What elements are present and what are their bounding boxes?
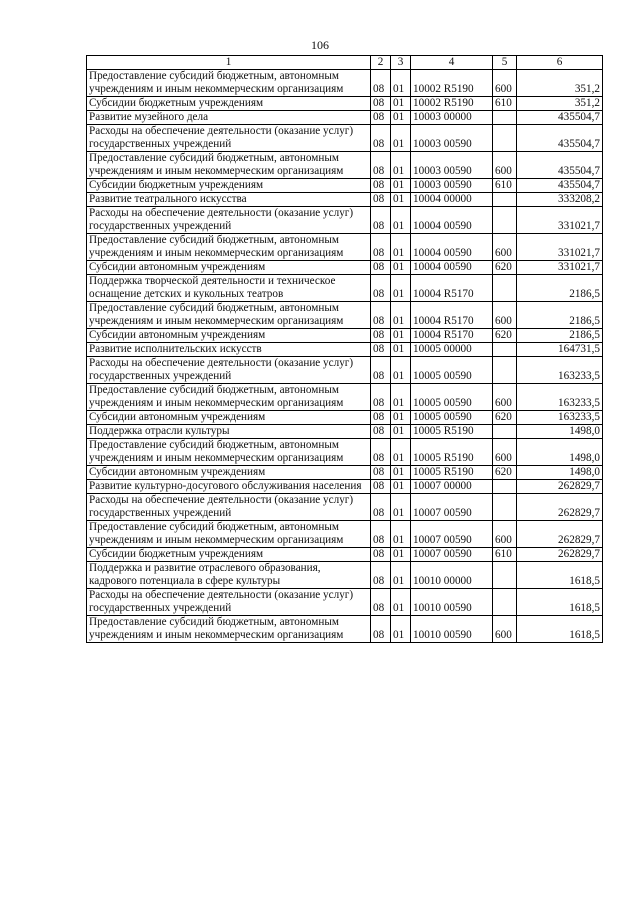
subsection-code-cell: 01 <box>391 261 411 275</box>
row-name-cell: Субсидии автономным учреждениям <box>87 411 371 425</box>
section-code-cell: 08 <box>371 466 391 480</box>
row-name-cell: Предоставление субсидий бюджетным, автономным учреждениям и иным некоммерческим организациям <box>87 439 371 466</box>
column-header: 6 <box>517 56 603 70</box>
section-code-cell: 08 <box>371 111 391 125</box>
table-row <box>87 548 603 562</box>
subsection-code-cell: 01 <box>391 329 411 343</box>
section-code-cell: 08 <box>371 275 391 302</box>
amount-cell: 262829,7 <box>517 521 603 548</box>
row-name-cell: Поддержка отрасли культуры <box>87 425 371 439</box>
expense-type-cell <box>493 343 517 357</box>
target-article-cell: 10010 00590 <box>411 589 493 616</box>
row-name-cell: Поддержка творческой деятельности и техническое оснащение детских и кукольных театров <box>87 275 371 302</box>
target-article-cell: 10005 00000 <box>411 343 493 357</box>
expense-type-cell: 600 <box>493 384 517 411</box>
section-code-cell: 08 <box>371 261 391 275</box>
amount-cell: 1498,0 <box>517 425 603 439</box>
row-name-cell: Субсидии автономным учреждениям <box>87 466 371 480</box>
row-name-cell: Субсидии бюджетным учреждениям <box>87 179 371 193</box>
section-code-cell: 08 <box>371 425 391 439</box>
amount-cell: 2186,5 <box>517 329 603 343</box>
page-number: 106 <box>311 38 329 52</box>
expense-type-cell <box>493 480 517 494</box>
amount-cell: 2186,5 <box>517 275 603 302</box>
target-article-cell: 10005 00590 <box>411 411 493 425</box>
subsection-code-cell: 01 <box>391 384 411 411</box>
target-article-cell: 10005 00590 <box>411 384 493 411</box>
expense-type-cell <box>493 425 517 439</box>
table-row <box>87 411 603 425</box>
expense-type-cell <box>493 589 517 616</box>
column-header: 2 <box>371 56 391 70</box>
target-article-cell: 10007 00590 <box>411 521 493 548</box>
section-code-cell: 08 <box>371 589 391 616</box>
subsection-code-cell: 01 <box>391 494 411 521</box>
row-name-cell: Расходы на обеспечение деятельности (оказание услуг) государственных учреждений <box>87 125 371 152</box>
target-article-cell: 10007 00000 <box>411 480 493 494</box>
amount-cell: 333208,2 <box>517 193 603 207</box>
column-header: 4 <box>411 56 493 70</box>
target-article-cell: 10005 R5190 <box>411 439 493 466</box>
target-article-cell: 10007 00590 <box>411 548 493 562</box>
expense-type-cell: 600 <box>493 152 517 179</box>
section-code-cell: 08 <box>371 207 391 234</box>
subsection-code-cell: 01 <box>391 193 411 207</box>
expense-type-cell: 610 <box>493 179 517 193</box>
target-article-cell: 10004 00000 <box>411 193 493 207</box>
table-row <box>87 357 603 384</box>
target-article-cell: 10004 00590 <box>411 207 493 234</box>
amount-cell: 435504,7 <box>517 152 603 179</box>
target-article-cell: 10004 R5170 <box>411 275 493 302</box>
section-code-cell: 08 <box>371 234 391 261</box>
column-number-header-row <box>87 56 603 70</box>
row-name-cell: Поддержка и развитие отраслевого образования, кадрового потенциала в сфере культуры <box>87 562 371 589</box>
expense-type-cell: 600 <box>493 439 517 466</box>
amount-cell: 351,2 <box>517 97 603 111</box>
section-code-cell: 08 <box>371 357 391 384</box>
row-name-cell: Расходы на обеспечение деятельности (оказание услуг) государственных учреждений <box>87 357 371 384</box>
table-row <box>87 97 603 111</box>
table-row <box>87 494 603 521</box>
target-article-cell: 10004 R5170 <box>411 329 493 343</box>
row-name-cell: Субсидии автономным учреждениям <box>87 329 371 343</box>
amount-cell: 331021,7 <box>517 234 603 261</box>
subsection-code-cell: 01 <box>391 234 411 261</box>
row-name-cell: Предоставление субсидий бюджетным, автономным учреждениям и иным некоммерческим организациям <box>87 152 371 179</box>
section-code-cell: 08 <box>371 480 391 494</box>
subsection-code-cell: 01 <box>391 425 411 439</box>
target-article-cell: 10010 00000 <box>411 562 493 589</box>
section-code-cell: 08 <box>371 548 391 562</box>
section-code-cell: 08 <box>371 343 391 357</box>
target-article-cell: 10002 R5190 <box>411 70 493 97</box>
target-article-cell: 10004 00590 <box>411 234 493 261</box>
table-row <box>87 384 603 411</box>
section-code-cell: 08 <box>371 70 391 97</box>
table-row <box>87 589 603 616</box>
table-row <box>87 521 603 548</box>
section-code-cell: 08 <box>371 302 391 329</box>
expense-type-cell: 600 <box>493 70 517 97</box>
subsection-code-cell: 01 <box>391 275 411 302</box>
amount-cell: 435504,7 <box>517 111 603 125</box>
table-row <box>87 207 603 234</box>
expense-type-cell <box>493 357 517 384</box>
amount-cell: 262829,7 <box>517 480 603 494</box>
expense-type-cell <box>493 125 517 152</box>
row-name-cell: Развитие исполнительских искусств <box>87 343 371 357</box>
expense-type-cell: 600 <box>493 302 517 329</box>
row-name-cell: Расходы на обеспечение деятельности (оказание услуг) государственных учреждений <box>87 589 371 616</box>
row-name-cell: Субсидии автономным учреждениям <box>87 261 371 275</box>
amount-cell: 262829,7 <box>517 494 603 521</box>
section-code-cell: 08 <box>371 193 391 207</box>
amount-cell: 435504,7 <box>517 125 603 152</box>
section-code-cell: 08 <box>371 616 391 643</box>
column-header: 3 <box>391 56 411 70</box>
subsection-code-cell: 01 <box>391 357 411 384</box>
budget-table-body <box>87 56 603 643</box>
expense-type-cell: 620 <box>493 261 517 275</box>
table-row <box>87 616 603 643</box>
target-article-cell: 10005 R5190 <box>411 466 493 480</box>
row-name-cell: Развитие музейного дела <box>87 111 371 125</box>
section-code-cell: 08 <box>371 384 391 411</box>
subsection-code-cell: 01 <box>391 179 411 193</box>
table-row <box>87 125 603 152</box>
section-code-cell: 08 <box>371 179 391 193</box>
target-article-cell: 10003 00590 <box>411 179 493 193</box>
column-header: 1 <box>87 56 371 70</box>
amount-cell: 2186,5 <box>517 302 603 329</box>
subsection-code-cell: 01 <box>391 411 411 425</box>
section-code-cell: 08 <box>371 97 391 111</box>
table-row <box>87 261 603 275</box>
table-row <box>87 275 603 302</box>
table-row <box>87 70 603 97</box>
table-row <box>87 302 603 329</box>
subsection-code-cell: 01 <box>391 302 411 329</box>
amount-cell: 351,2 <box>517 70 603 97</box>
subsection-code-cell: 01 <box>391 439 411 466</box>
amount-cell: 164731,5 <box>517 343 603 357</box>
amount-cell: 331021,7 <box>517 261 603 275</box>
target-article-cell: 10003 00590 <box>411 152 493 179</box>
amount-cell: 163233,5 <box>517 357 603 384</box>
section-code-cell: 08 <box>371 494 391 521</box>
amount-cell: 331021,7 <box>517 207 603 234</box>
row-name-cell: Субсидии бюджетным учреждениям <box>87 548 371 562</box>
expense-type-cell: 600 <box>493 616 517 643</box>
subsection-code-cell: 01 <box>391 466 411 480</box>
target-article-cell: 10007 00590 <box>411 494 493 521</box>
subsection-code-cell: 01 <box>391 343 411 357</box>
subsection-code-cell: 01 <box>391 616 411 643</box>
row-name-cell: Предоставление субсидий бюджетным, автономным учреждениям и иным некоммерческим организациям <box>87 616 371 643</box>
table-row <box>87 111 603 125</box>
amount-cell: 435504,7 <box>517 179 603 193</box>
row-name-cell: Развитие культурно-досугового обслуживания населения <box>87 480 371 494</box>
expense-type-cell: 600 <box>493 234 517 261</box>
row-name-cell: Предоставление субсидий бюджетным, автономным учреждениям и иным некоммерческим организациям <box>87 384 371 411</box>
expense-type-cell: 620 <box>493 329 517 343</box>
target-article-cell: 10005 R5190 <box>411 425 493 439</box>
expense-type-cell <box>493 111 517 125</box>
subsection-code-cell: 01 <box>391 70 411 97</box>
table-row <box>87 466 603 480</box>
table-row <box>87 329 603 343</box>
amount-cell: 1618,5 <box>517 616 603 643</box>
subsection-code-cell: 01 <box>391 125 411 152</box>
row-name-cell: Предоставление субсидий бюджетным, автономным учреждениям и иным некоммерческим организациям <box>87 302 371 329</box>
subsection-code-cell: 01 <box>391 207 411 234</box>
target-article-cell: 10005 00590 <box>411 357 493 384</box>
table-row <box>87 234 603 261</box>
table-row <box>87 439 603 466</box>
section-code-cell: 08 <box>371 152 391 179</box>
table-row <box>87 425 603 439</box>
amount-cell: 1618,5 <box>517 589 603 616</box>
budget-table <box>86 55 603 643</box>
section-code-cell: 08 <box>371 439 391 466</box>
target-article-cell: 10003 00590 <box>411 125 493 152</box>
amount-cell: 262829,7 <box>517 548 603 562</box>
expense-type-cell: 600 <box>493 521 517 548</box>
subsection-code-cell: 01 <box>391 521 411 548</box>
section-code-cell: 08 <box>371 562 391 589</box>
expense-type-cell: 610 <box>493 97 517 111</box>
row-name-cell: Развитие театрального искусства <box>87 193 371 207</box>
row-name-cell: Расходы на обеспечение деятельности (оказание услуг) государственных учреждений <box>87 207 371 234</box>
target-article-cell: 10004 00590 <box>411 261 493 275</box>
section-code-cell: 08 <box>371 329 391 343</box>
column-header: 5 <box>493 56 517 70</box>
subsection-code-cell: 01 <box>391 589 411 616</box>
target-article-cell: 10004 R5170 <box>411 302 493 329</box>
subsection-code-cell: 01 <box>391 548 411 562</box>
table-row <box>87 193 603 207</box>
expense-type-cell <box>493 207 517 234</box>
subsection-code-cell: 01 <box>391 562 411 589</box>
amount-cell: 1498,0 <box>517 466 603 480</box>
expense-type-cell <box>493 562 517 589</box>
section-code-cell: 08 <box>371 125 391 152</box>
row-name-cell: Предоставление субсидий бюджетным, автономным учреждениям и иным некоммерческим организациям <box>87 234 371 261</box>
target-article-cell: 10003 00000 <box>411 111 493 125</box>
table-row <box>87 562 603 589</box>
amount-cell: 163233,5 <box>517 411 603 425</box>
target-article-cell: 10010 00590 <box>411 616 493 643</box>
expense-type-cell: 620 <box>493 411 517 425</box>
table-row <box>87 152 603 179</box>
table-row <box>87 179 603 193</box>
row-name-cell: Предоставление субсидий бюджетным, автономным учреждениям и иным некоммерческим организациям <box>87 70 371 97</box>
subsection-code-cell: 01 <box>391 152 411 179</box>
table-row <box>87 343 603 357</box>
expense-type-cell <box>493 275 517 302</box>
row-name-cell: Субсидии бюджетным учреждениям <box>87 97 371 111</box>
row-name-cell: Расходы на обеспечение деятельности (оказание услуг) государственных учреждений <box>87 494 371 521</box>
expense-type-cell: 620 <box>493 466 517 480</box>
amount-cell: 1618,5 <box>517 562 603 589</box>
amount-cell: 1498,0 <box>517 439 603 466</box>
table-row <box>87 480 603 494</box>
subsection-code-cell: 01 <box>391 97 411 111</box>
section-code-cell: 08 <box>371 411 391 425</box>
row-name-cell: Предоставление субсидий бюджетным, автономным учреждениям и иным некоммерческим организациям <box>87 521 371 548</box>
section-code-cell: 08 <box>371 521 391 548</box>
expense-type-cell <box>493 494 517 521</box>
expense-type-cell: 610 <box>493 548 517 562</box>
amount-cell: 163233,5 <box>517 384 603 411</box>
expense-type-cell <box>493 193 517 207</box>
subsection-code-cell: 01 <box>391 480 411 494</box>
target-article-cell: 10002 R5190 <box>411 97 493 111</box>
subsection-code-cell: 01 <box>391 111 411 125</box>
